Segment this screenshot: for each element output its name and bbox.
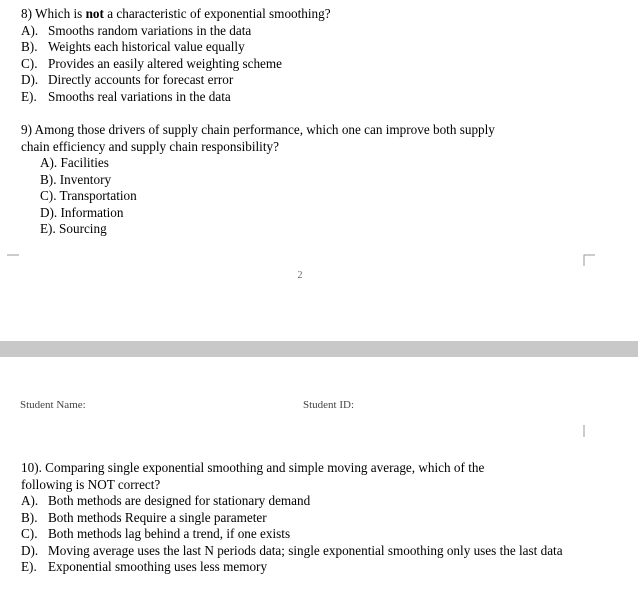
q9-option-e: E). Sourcing <box>40 221 107 236</box>
q8-option-c: C). Provides an easily altered weighting scheme <box>21 55 283 71</box>
page-number: 2 <box>297 270 303 281</box>
q9-option-b: B). Inventory <box>40 171 112 187</box>
page-separator <box>0 341 638 357</box>
margin-corner-mark-right <box>583 425 595 437</box>
q10-option-d: D). Moving average uses the last N periods data; single exponential smoothing only uses the last data <box>21 542 563 558</box>
page-3 <box>0 357 638 609</box>
question-10-stem-line-1: 10). Comparing single exponential smoothing and simple moving average, which of the <box>21 460 485 475</box>
q10-option-e: E). Exponential smoothing uses less memory <box>21 559 268 574</box>
question-8-stem: 8) Which is not a characteristic of exponential smoothing? <box>21 6 331 21</box>
question-8 <box>21 6 621 105</box>
q10-option-a: A). Both methods are designed for stationary demand <box>21 493 311 508</box>
q8-option-a: A). Smooths random variations in the data <box>21 22 252 38</box>
student-name-label: Student Name: <box>20 399 86 411</box>
q9-option-d: D). Information <box>40 204 124 220</box>
q9-option-a: A). Facilities <box>40 155 109 170</box>
student-id-label: Student ID: <box>303 399 355 411</box>
margin-corner-mark-left <box>7 254 19 266</box>
margin-corner-mark-left <box>7 425 19 437</box>
q10-option-b: B). Both methods Require a single parameter <box>21 509 267 525</box>
question-9 <box>21 122 621 238</box>
question-9-stem-line-1: 9) Among those drivers of supply chain performance, which one can improve both supply <box>21 122 495 137</box>
q8-option-e: E). Smooths real variations in the data <box>21 88 231 104</box>
question-10-stem-line-2: following is NOT correct? <box>21 476 161 492</box>
q9-option-c: C). Transportation <box>40 188 137 203</box>
margin-corner-mark-right <box>583 254 595 266</box>
q10-option-c: C). Both methods lag behind a trend, if one exists <box>21 526 291 541</box>
q8-option-b: B). Weights each historical value equally <box>21 39 245 54</box>
question-9-stem-line-2: chain efficiency and supply chain responsibility? <box>21 138 279 154</box>
question-10 <box>21 460 587 576</box>
q8-option-d: D). Directly accounts for forecast error <box>21 72 234 87</box>
